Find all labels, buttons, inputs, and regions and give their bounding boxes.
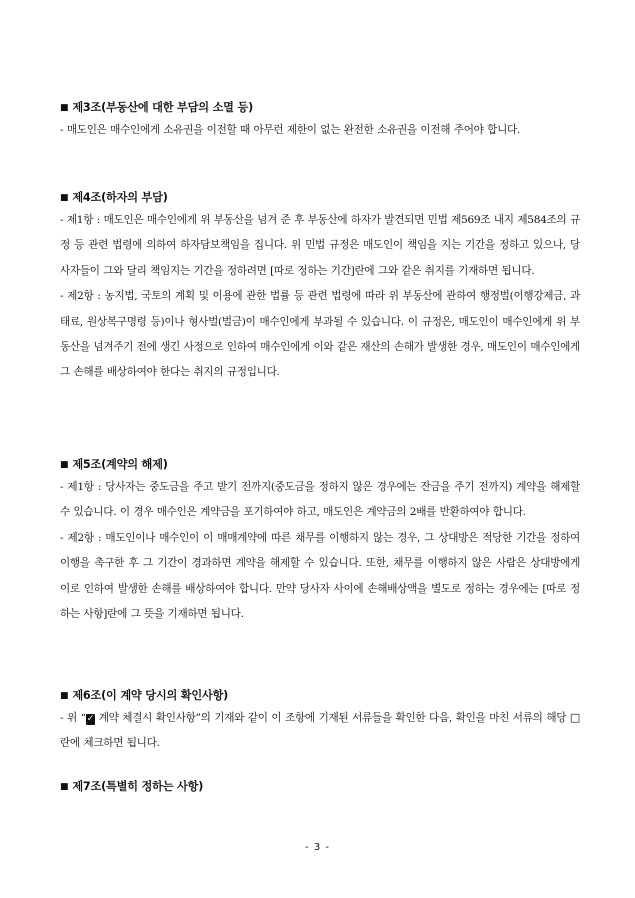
- checked-box-icon: ✓: [86, 714, 95, 724]
- text-segment: - 위 “: [60, 712, 86, 724]
- article-4: [60, 190, 580, 386]
- article-4-body: [60, 208, 580, 386]
- paragraph-clause-2: - 제2항 : 농지법, 국토의 계획 및 이용에 관한 법률 등 관련 법령에 따라 위 부동산에 관하여 행정벌(이행강제금, 과태료, 원상복구명령 등)이나 형사벌(벌금)이 매수인에게 부과될 수 있습니다. 이 규정은, 매도인이 매수인에게 위 부동산을 넘겨주기 전에 생긴 사정으로 인하여 매수인에게 이와 같은 재산의 손해가 발생한 경우, 매도인이 매수인에게 그 손해를 배상하여야 한다는 취지의 규정입니다.: [60, 290, 580, 379]
- text-segment: 란에 체크하면 됩니다.: [60, 737, 160, 750]
- article-3-heading: [60, 100, 580, 116]
- paragraph-clause-2: - 제2항 : 매도인이나 매수인이 이 매매계약에 따른 채무를 이행하지 않는 경우, 그 상대방은 적당한 기간을 정하여 이행을 촉구한 후 그 기간이 경과하면 계약을 해제할 수 있습니다. 또한, 채무를 이행하지 않은 사람은 상대방에게 이로 인하여 발생한 손해를 배상하여야 합니다. 만약 당사자 사이에 손해배상액을 별도로 정하는 경우에는 [따로 정하는 사항]란에 그 뜻을 기재하면 됩니다.: [60, 531, 580, 621]
- bullet-square-icon: ■: [60, 460, 69, 470]
- article-6-title: 제6조(이 계약 당시의 확인사항): [72, 689, 229, 702]
- article-7-title: 제7조(특별히 정하는 사항): [72, 780, 204, 793]
- paragraph-clause-1: - 제1항 : 당사자는 중도금을 주고 받기 전까지(중도금을 정하지 않은 경우에는 잔금을 주기 전까지) 계약을 해제할 수 있습니다. 이 경우 매수인은 계약금을 포기하여야 하고, 매도인은 계약금의 2배를 반환하여야 합니다.: [60, 481, 580, 519]
- article-3-body: [60, 118, 580, 143]
- article-6-body: [60, 706, 580, 757]
- article-5-title: 제5조(계약의 해제): [72, 458, 168, 471]
- bullet-square-icon: ■: [60, 782, 69, 792]
- article-5-heading: [60, 457, 580, 473]
- bullet-square-icon: ■: [60, 103, 69, 113]
- paragraph-clause-1: - 제1항 : 매도인은 매수인에게 위 부동산을 넘겨 준 후 부동산에 하자가 발견되면 민법 제569조 내지 제584조의 규정 등 관련 법령에 의하여 하자담보책임을 집니다. 위 민법 규정은 매도인이 책임을 지는 기간을 정하고 있으나, 당사자들이 그와 달리 책임지는 기간을 정하려면 [따로 정하는 기간]란에 그와 같은 취지를 기재하면 됩니다.: [60, 214, 580, 277]
- article-3: [60, 100, 580, 143]
- paragraph: - 매도인은 매수인에게 소유권을 이전할 때 아무런 제한이 없는 완전한 소유권을 이전해 주어야 합니다.: [60, 124, 520, 136]
- article-4-title: 제4조(하자의 부담): [72, 191, 168, 204]
- empty-checkbox-icon: □: [569, 711, 580, 724]
- page-number: - 3 -: [305, 842, 330, 853]
- article-6: [60, 688, 580, 757]
- article-6-heading: [60, 688, 580, 704]
- paragraph: [60, 706, 580, 757]
- article-3-title: 제3조(부동산에 대한 부담의 소멸 등): [72, 101, 254, 114]
- article-7: [60, 779, 580, 795]
- text-segment: 계약 체결시 확인사항”의 기재와 같이 이 조항에 기재된 서류들을 확인한 다음, 확인을 마친 서류의 해당: [95, 712, 570, 724]
- article-5-body: [60, 475, 580, 627]
- article-4-heading: [60, 190, 580, 206]
- bullet-square-icon: ■: [60, 193, 69, 203]
- bullet-square-icon: ■: [60, 691, 69, 701]
- article-7-heading: [60, 779, 580, 795]
- article-5: [60, 457, 580, 627]
